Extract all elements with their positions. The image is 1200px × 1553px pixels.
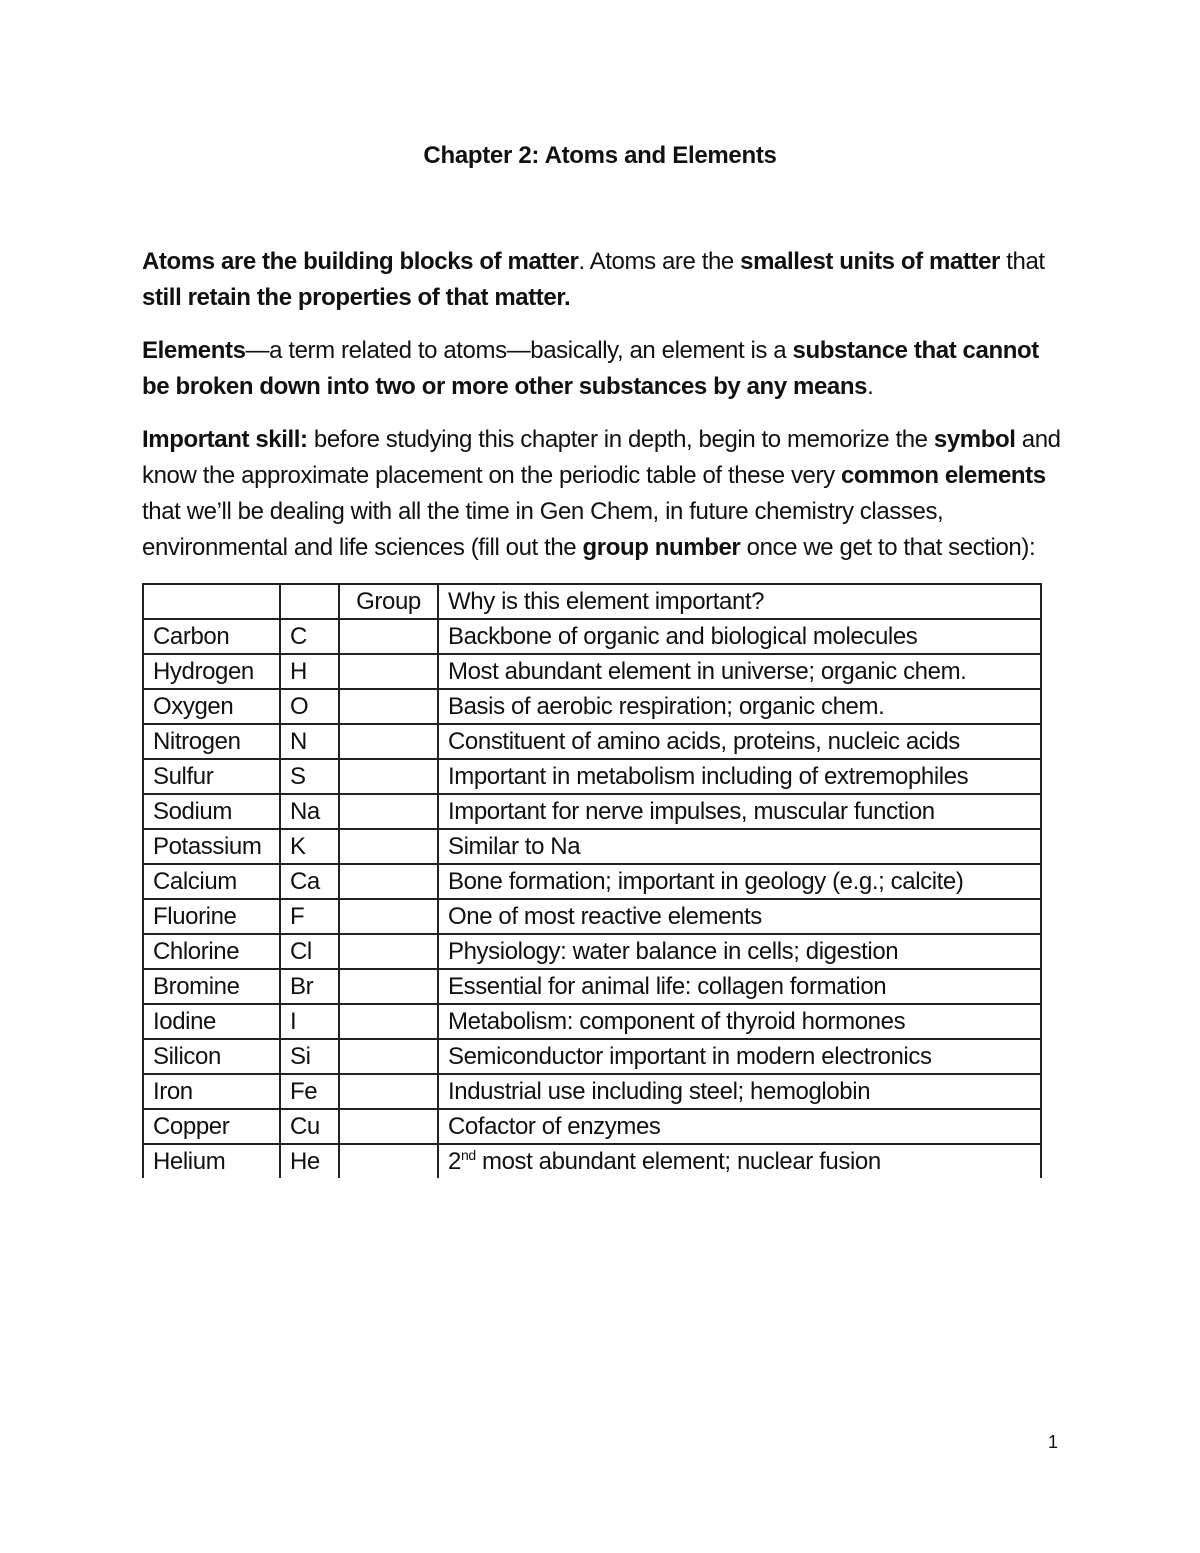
table-row <box>143 759 1041 794</box>
table-row <box>143 1074 1041 1109</box>
elements-table <box>142 583 1042 1178</box>
element-importance: Backbone of organic and biological molecules <box>438 619 1041 654</box>
header-cell-why: Why is this element important? <box>438 584 1041 619</box>
element-group-blank <box>339 864 438 899</box>
element-symbol: N <box>280 724 339 759</box>
element-symbol: Fe <box>280 1074 339 1109</box>
element-symbol: Ca <box>280 864 339 899</box>
importance-text: most abundant element; nuclear fusion <box>475 1147 881 1175</box>
header-cell-group: Group <box>339 584 438 619</box>
element-name: Nitrogen <box>143 724 280 759</box>
element-importance: Bone formation; important in geology (e.g.; calcite) <box>438 864 1041 899</box>
table-row <box>143 1004 1041 1039</box>
element-importance: Semiconductor important in modern electronics <box>438 1039 1041 1074</box>
element-group-blank <box>339 1039 438 1074</box>
table-header-row <box>143 584 1041 619</box>
text: before studying this chapter in depth, begin to memorize the <box>307 426 934 453</box>
element-group-blank <box>339 619 438 654</box>
ordinal-suffix: nd <box>460 1146 476 1163</box>
text: . Atoms are the <box>578 248 741 275</box>
text-bold: Elements <box>142 337 246 364</box>
ordinal-number: 2 <box>448 1147 461 1175</box>
element-group-blank <box>339 934 438 969</box>
element-importance: Essential for animal life: collagen formation <box>438 969 1041 1004</box>
element-group-blank <box>339 899 438 934</box>
document-body <box>142 244 1062 1178</box>
element-name: Helium <box>143 1144 280 1178</box>
element-symbol: F <box>280 899 339 934</box>
page-number: 1 <box>1047 1432 1058 1452</box>
element-symbol: Br <box>280 969 339 1004</box>
paragraph-elements <box>142 333 1062 405</box>
table-row <box>143 864 1041 899</box>
element-importance: Similar to Na <box>438 829 1041 864</box>
table-row <box>143 969 1041 1004</box>
table-row <box>143 934 1041 969</box>
paragraph-important-skill <box>142 422 1062 566</box>
element-importance: One of most reactive elements <box>438 899 1041 934</box>
element-group-blank <box>339 724 438 759</box>
text: . <box>867 373 874 400</box>
element-symbol: Si <box>280 1039 339 1074</box>
element-importance: Basis of aerobic respiration; organic chem. <box>438 689 1041 724</box>
element-importance: Important in metabolism including of extremophiles <box>438 759 1041 794</box>
element-name: Bromine <box>143 969 280 1004</box>
element-symbol: He <box>280 1144 339 1178</box>
element-group-blank <box>339 829 438 864</box>
text-bold: Atoms are the building blocks of matter <box>142 248 579 275</box>
text: that we’ll be dealing with all the time in Gen Chem, in future chemistry classes, environmental and life sciences (fill out the <box>142 498 944 561</box>
element-importance: Industrial use including steel; hemoglobin <box>438 1074 1041 1109</box>
element-symbol: C <box>280 619 339 654</box>
table-row <box>143 794 1041 829</box>
element-name: Silicon <box>143 1039 280 1074</box>
text: —a term related to atoms—basically, an element is a <box>245 337 793 364</box>
element-group-blank <box>339 1109 438 1144</box>
table-row <box>143 899 1041 934</box>
element-name: Iodine <box>143 1004 280 1039</box>
element-importance <box>438 1144 1041 1178</box>
page-title: Chapter 2: Atoms and Elements <box>423 142 777 169</box>
element-name: Hydrogen <box>143 654 280 689</box>
element-name: Fluorine <box>143 899 280 934</box>
element-group-blank <box>339 654 438 689</box>
element-name: Sodium <box>143 794 280 829</box>
text-bold: symbol <box>933 426 1016 453</box>
text-bold: Important skill: <box>142 426 308 453</box>
element-group-blank <box>339 1144 438 1178</box>
element-importance: Metabolism: component of thyroid hormones <box>438 1004 1041 1039</box>
element-name: Sulfur <box>143 759 280 794</box>
table-row <box>143 689 1041 724</box>
element-symbol: H <box>280 654 339 689</box>
table-row <box>143 724 1041 759</box>
element-name: Carbon <box>143 619 280 654</box>
element-group-blank <box>339 969 438 1004</box>
text: and know the approximate placement on the periodic table of these very <box>142 426 1061 489</box>
table-row <box>143 829 1041 864</box>
element-group-blank <box>339 794 438 829</box>
element-name: Copper <box>143 1109 280 1144</box>
element-importance: Most abundant element in universe; organic chem. <box>438 654 1041 689</box>
element-symbol: I <box>280 1004 339 1039</box>
element-importance: Cofactor of enzymes <box>438 1109 1041 1144</box>
header-cell-symbol <box>280 584 339 619</box>
table-row <box>143 654 1041 689</box>
text-bold: substance that cannot be broken down into two or more other substances by any means <box>142 337 1039 400</box>
element-importance: Physiology: water balance in cells; digestion <box>438 934 1041 969</box>
header-cell-name <box>143 584 280 619</box>
table-row <box>143 619 1041 654</box>
element-symbol: Na <box>280 794 339 829</box>
element-name: Chlorine <box>143 934 280 969</box>
text: once we get to that section): <box>740 534 1036 561</box>
element-name: Potassium <box>143 829 280 864</box>
element-symbol: K <box>280 829 339 864</box>
element-group-blank <box>339 1074 438 1109</box>
element-symbol: S <box>280 759 339 794</box>
text-bold: smallest units of matter <box>740 248 1000 275</box>
element-symbol: Cl <box>280 934 339 969</box>
element-group-blank <box>339 689 438 724</box>
element-symbol: Cu <box>280 1109 339 1144</box>
element-name: Iron <box>143 1074 280 1109</box>
text-bold: common elements <box>840 462 1046 489</box>
text-bold: group number <box>582 534 741 561</box>
element-symbol: O <box>280 689 339 724</box>
element-importance: Important for nerve impulses, muscular function <box>438 794 1041 829</box>
element-name: Calcium <box>143 864 280 899</box>
element-name: Oxygen <box>143 689 280 724</box>
text-bold: still retain the properties of that matter. <box>142 284 571 311</box>
text: that <box>999 248 1045 275</box>
element-group-blank <box>339 1004 438 1039</box>
table-row <box>143 1144 1041 1178</box>
table-row <box>143 1039 1041 1074</box>
element-group-blank <box>339 759 438 794</box>
paragraph-atoms <box>142 244 1062 316</box>
element-importance: Constituent of amino acids, proteins, nucleic acids <box>438 724 1041 759</box>
table-row <box>143 1109 1041 1144</box>
